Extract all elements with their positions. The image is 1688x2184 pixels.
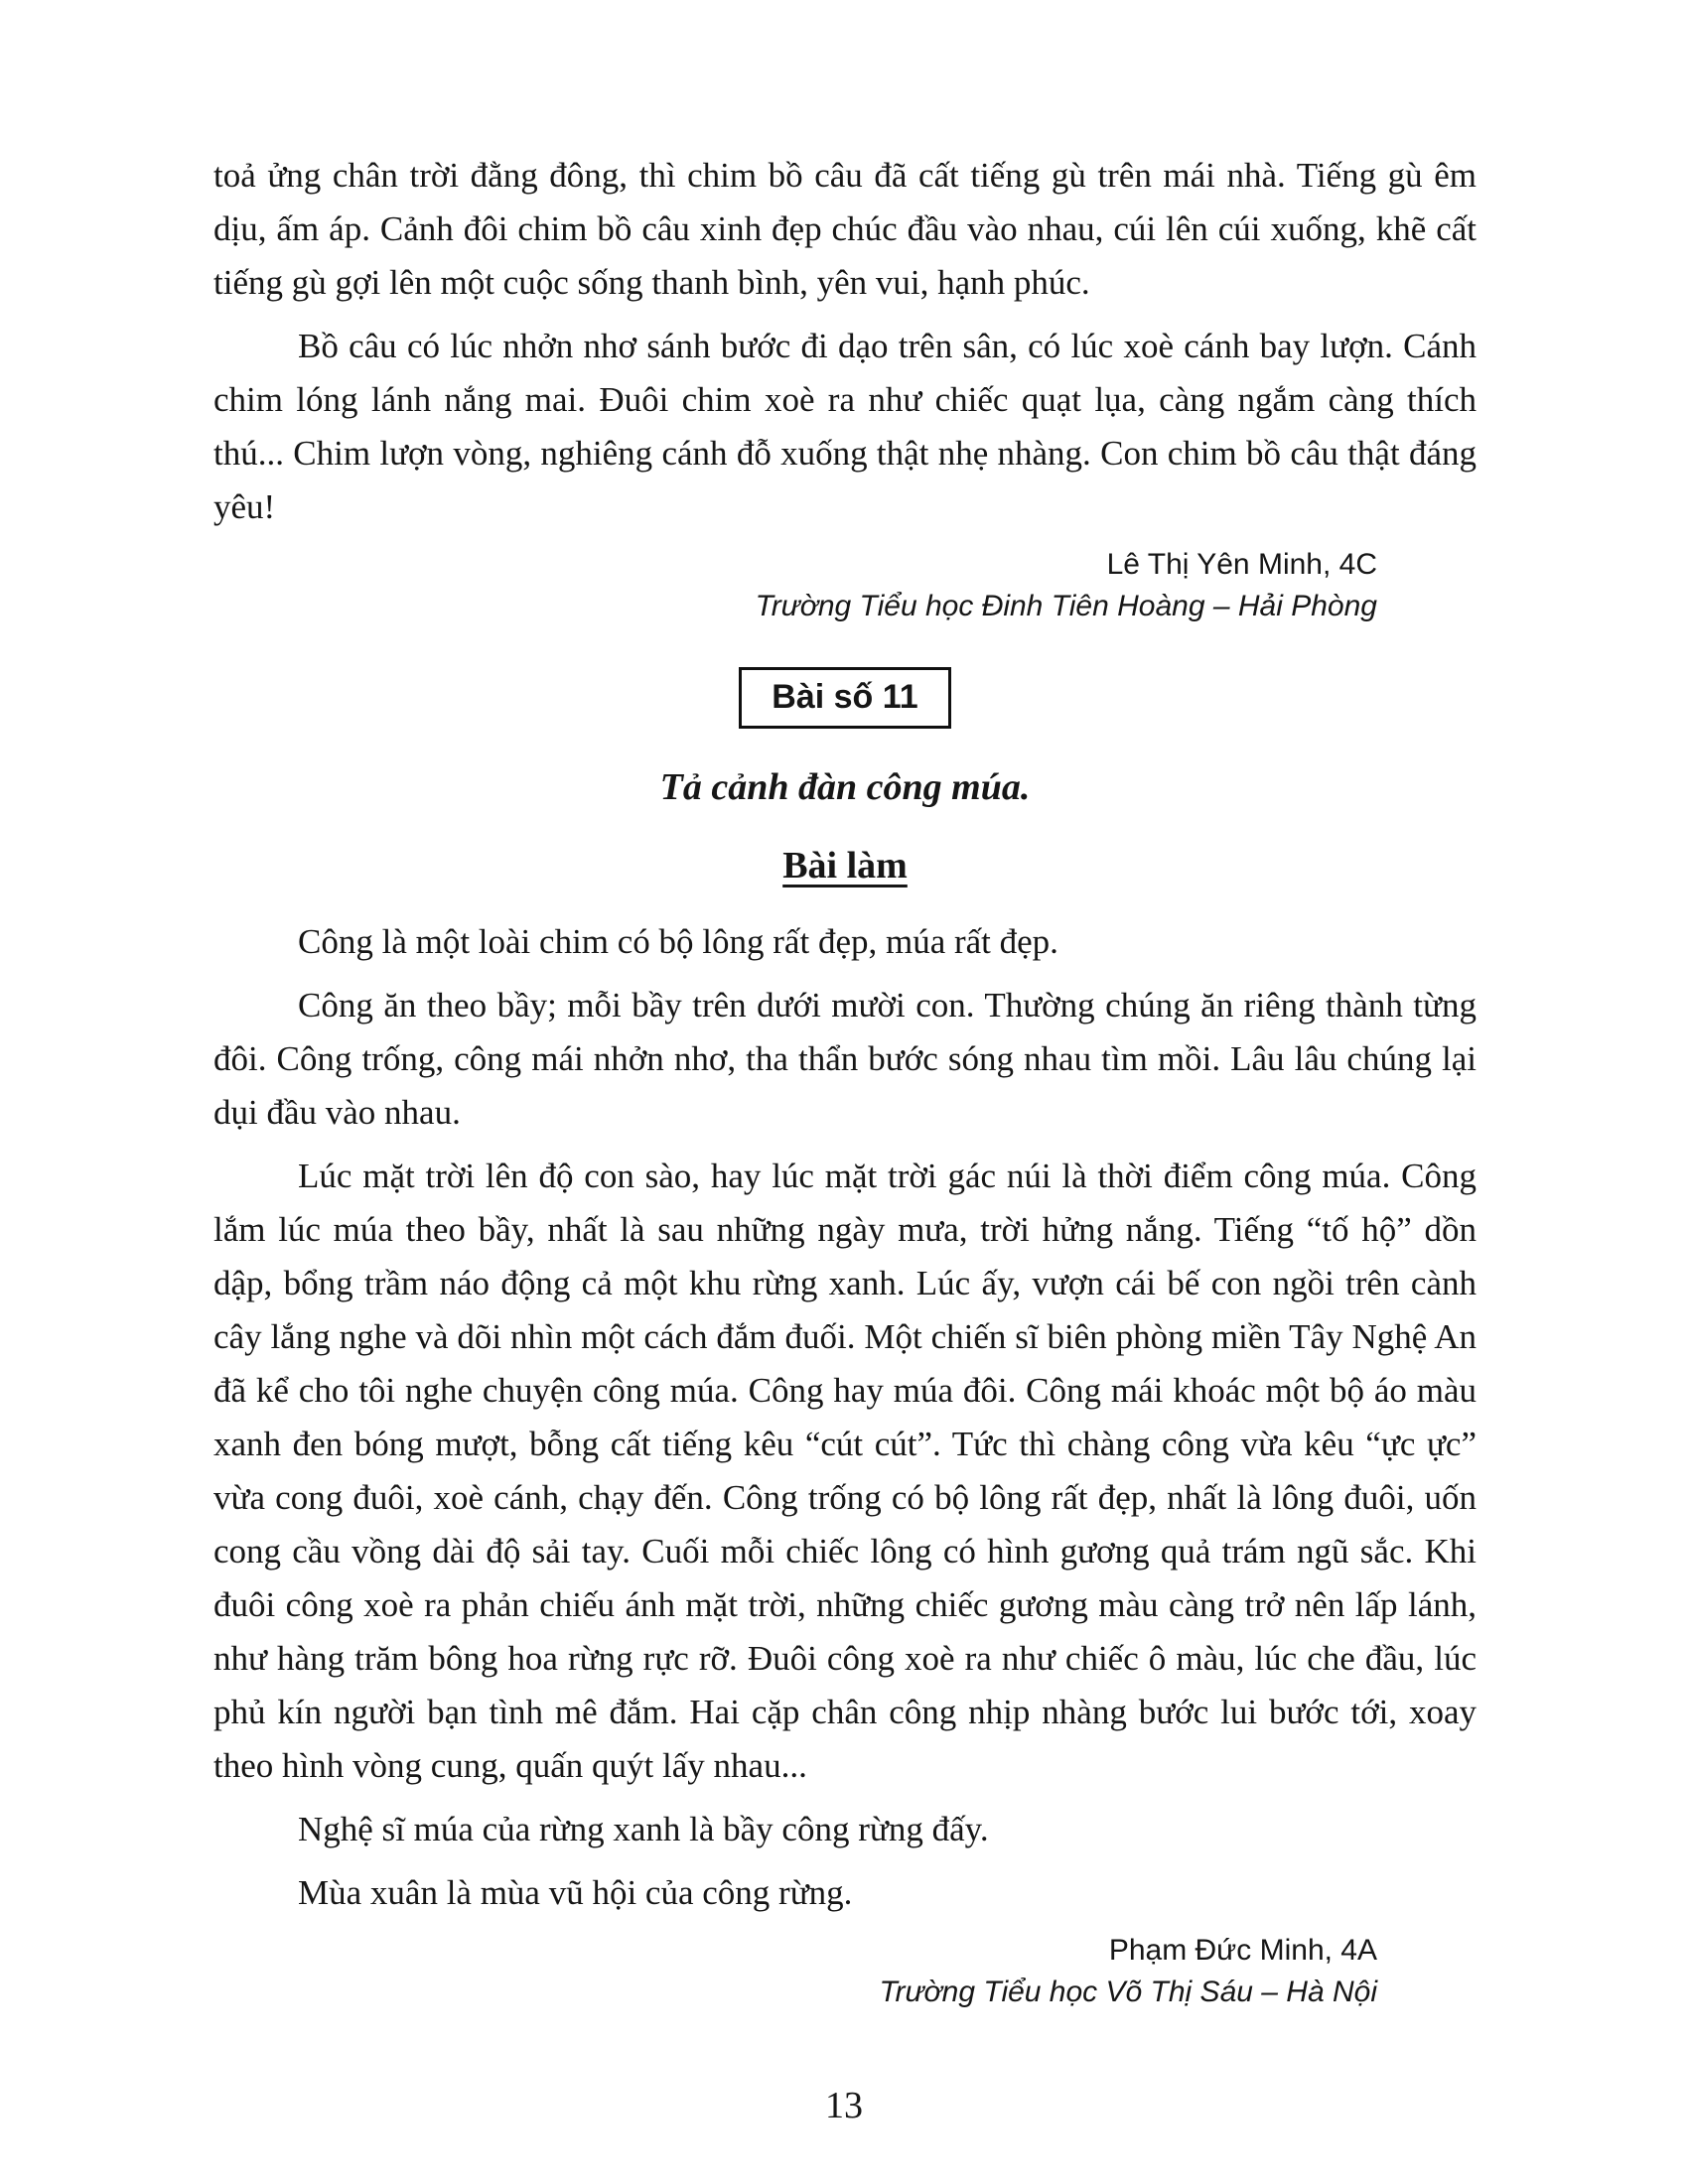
- lesson-number-badge: Bài số 11: [739, 667, 950, 729]
- author-name: Phạm Đức Minh, 4A: [1108, 1934, 1377, 1967]
- paragraph: Công là một loài chim có bộ lông rất đẹp, múa rất đẹp.: [298, 922, 1058, 961]
- paragraph: Nghệ sĩ múa của rừng xanh là bầy công rừng đấy.: [298, 1810, 989, 1848]
- paragraph: Công ăn theo bầy; mỗi bầy trên dưới mười con. Thường chúng ăn riêng thành từng đôi. Công trống, công mái nhởn nhơ, tha thẩn bước sóng nhau tìm mồi. Lâu lâu chúng lại dụi đầu vào nhau.: [213, 986, 1477, 1132]
- paragraph: Mùa xuân là mùa vũ hội của công rừng.: [298, 1873, 853, 1912]
- author-block: [213, 1930, 1477, 2013]
- paragraph: Lúc mặt trời lên độ con sào, hay lúc mặt trời gác núi là thời điểm công múa. Công lắm lúc múa theo bầy, nhất là sau những ngày mưa, trời hửng nắng. Tiếng “tố hộ” dồn dập, bổng trầm náo động cả một khu rừng xanh. Lúc ấy, vượn cái bế con ngồi trên cành cây lắng nghe và dõi nhìn một cách đắm đuối. Một chiến sĩ biên phòng miền Tây Nghệ An đã kể cho tôi nghe chuyện công múa. Công hay múa đôi. Công mái khoác một bộ áo màu xanh đen bóng mượt, bỗng cất tiếng kêu “cút cút”. Tức thì chàng công vừa kêu “ực ực” vừa cong đuôi, xoè cánh, chạy đến. Công trống có bộ lông rất đẹp, nhất là lông đuôi, uốn cong cầu vồng dài độ sải tay. Cuối mỗi chiếc lông có hình gương quả trám ngũ sắc. Khi đuôi công xoè ra phản chiếu ánh mặt trời, những chiếc gương màu càng trở nên lấp lánh, như hàng trăm bông hoa rừng rực rỡ. Đuôi công xoè ra như chiếc ô màu, lúc che đầu, lúc phủ kín người bạn tình mê đắm. Hai cặp chân công nhịp nhàng bước lui bước tới, xoay theo hình vòng cung, quấn quýt lấy nhau...: [213, 1157, 1477, 1785]
- paragraph: Bồ câu có lúc nhởn nhơ sánh bước đi dạo trên sân, có lúc xoè cánh bay lượn. Cánh chim lóng lánh nắng mai. Đuôi chim xoè ra như chiếc quạt lụa, càng ngắm càng thích thú... Chim lượn vòng, nghiêng cánh đỗ xuống thật nhẹ nhàng. Con chim bồ câu thật đáng yêu!: [213, 327, 1477, 526]
- essay-title: Tả cảnh đàn công múa.: [659, 766, 1031, 808]
- page-number: 13: [825, 2085, 863, 2126]
- author-block: [213, 544, 1477, 627]
- paragraph-continuation: toả ửng chân trời đằng đông, thì chim bồ câu đã cất tiếng gù trên mái nhà. Tiếng gù êm dịu, ấm áp. Cảnh đôi chim bồ câu xinh đẹp chúc đầu vào nhau, cúi lên cúi xuống, khẽ cất tiếng gù gợi lên một cuộc sống thanh bình, yên vui, hạnh phúc.: [213, 156, 1477, 302]
- author-name: Lê Thị Yên Minh, 4C: [1106, 548, 1377, 581]
- page-content: [213, 149, 1477, 2013]
- section-heading: Bài làm: [782, 845, 908, 887]
- school-name: Trường Tiểu học Đinh Tiên Hoàng – Hải Phòng: [755, 590, 1377, 622]
- lesson-badge-row: [213, 667, 1477, 729]
- school-name: Trường Tiểu học Võ Thị Sáu – Hà Nội: [879, 1976, 1377, 2008]
